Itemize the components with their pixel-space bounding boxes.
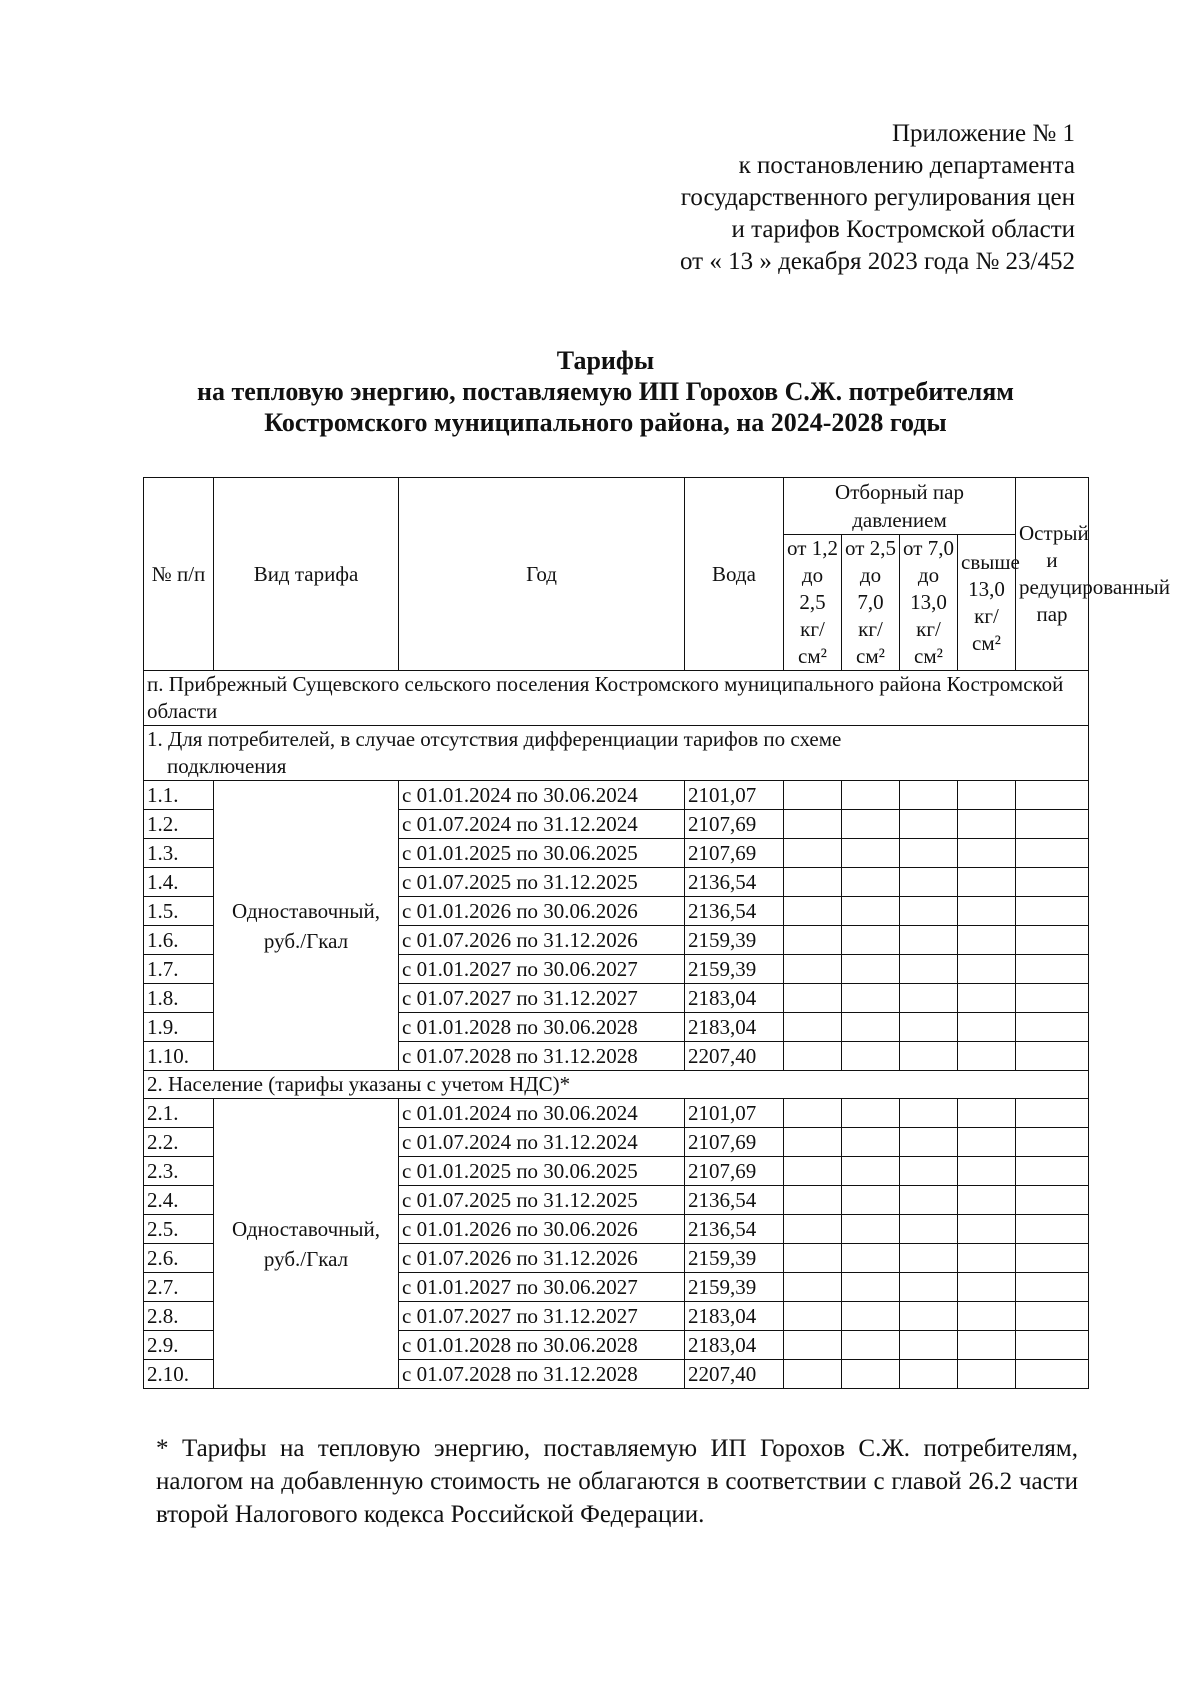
row-pressure-4-value: [958, 984, 1016, 1013]
row-sharp-steam-value: [1016, 1099, 1089, 1128]
row-water-value: 2183,04: [685, 1013, 784, 1042]
row-pressure-2-value: [842, 1042, 900, 1071]
header-pressure-3: от 7,0 до 13,0 кг/см²: [900, 535, 958, 671]
header-sharp-steam: Острый и редуцированный пар: [1016, 478, 1089, 671]
row-period: с 01.07.2026 по 31.12.2026: [399, 926, 685, 955]
row-pressure-1-value: [784, 1186, 842, 1215]
row-pressure-1-value: [784, 839, 842, 868]
row-pressure-1-value: [784, 1215, 842, 1244]
row-period: с 01.01.2027 по 30.06.2027: [399, 955, 685, 984]
row-water-value: 2159,39: [685, 1273, 784, 1302]
row-water-value: 2101,07: [685, 1099, 784, 1128]
row-number: 2.8.: [144, 1302, 214, 1331]
row-period: с 01.07.2026 по 31.12.2026: [399, 1244, 685, 1273]
row-water-value: 2101,07: [685, 781, 784, 810]
row-pressure-4-value: [958, 926, 1016, 955]
row-pressure-1-value: [784, 1157, 842, 1186]
row-pressure-3-value: [900, 810, 958, 839]
row-pressure-2-value: [842, 1302, 900, 1331]
row-pressure-3-value: [900, 839, 958, 868]
header-num: № п/п: [144, 478, 214, 671]
row-pressure-4-value: [958, 1013, 1016, 1042]
row-pressure-1-value: [784, 1244, 842, 1273]
row-number: 2.1.: [144, 1099, 214, 1128]
row-period: с 01.07.2024 по 31.12.2024: [399, 1128, 685, 1157]
row-pressure-2-value: [842, 926, 900, 955]
row-number: 2.9.: [144, 1331, 214, 1360]
row-pressure-3-value: [900, 955, 958, 984]
row-period: с 01.07.2027 по 31.12.2027: [399, 1302, 685, 1331]
row-period: с 01.01.2026 по 30.06.2026: [399, 1215, 685, 1244]
row-number: 2.5.: [144, 1215, 214, 1244]
row-water-value: 2183,04: [685, 1302, 784, 1331]
row-pressure-4-value: [958, 868, 1016, 897]
row-pressure-3-value: [900, 1244, 958, 1273]
row-water-value: 2159,39: [685, 926, 784, 955]
row-pressure-1-value: [784, 897, 842, 926]
appendix-line: Приложение № 1: [891, 120, 1075, 147]
row-period: с 01.07.2027 по 31.12.2027: [399, 984, 685, 1013]
row-sharp-steam-value: [1016, 1013, 1089, 1042]
row-number: 1.3.: [144, 839, 214, 868]
row-pressure-4-value: [958, 955, 1016, 984]
row-water-value: 2159,39: [685, 1244, 784, 1273]
row-sharp-steam-value: [1016, 1215, 1089, 1244]
row-pressure-3-value: [900, 1013, 958, 1042]
row-water-value: 2136,54: [685, 897, 784, 926]
row-pressure-2-value: [842, 1099, 900, 1128]
row-water-value: 2136,54: [685, 1215, 784, 1244]
row-number: 1.10.: [144, 1042, 214, 1071]
row-pressure-4-value: [958, 1302, 1016, 1331]
appendix-header: [680, 118, 1075, 278]
row-water-value: 2183,04: [685, 1331, 784, 1360]
row-number: 1.6.: [144, 926, 214, 955]
row-pressure-2-value: [842, 1273, 900, 1302]
row-water-value: 2159,39: [685, 955, 784, 984]
section-1-header: [144, 726, 1089, 781]
row-pressure-2-value: [842, 839, 900, 868]
header-pressure-4: свыше 13,0 кг/см²: [958, 535, 1016, 671]
row-sharp-steam-value: [1016, 781, 1089, 810]
row-pressure-4-value: [958, 897, 1016, 926]
row-pressure-2-value: [842, 1360, 900, 1389]
row-pressure-4-value: [958, 839, 1016, 868]
row-sharp-steam-value: [1016, 897, 1089, 926]
row-pressure-4-value: [958, 1128, 1016, 1157]
row-pressure-2-value: [842, 1331, 900, 1360]
row-pressure-2-value: [842, 868, 900, 897]
appendix-line: и тарифов Костромской области: [731, 216, 1075, 243]
row-sharp-steam-value: [1016, 984, 1089, 1013]
row-number: 2.4.: [144, 1186, 214, 1215]
tariff-kind: Одноставочный, руб./Гкал: [214, 1099, 399, 1389]
row-pressure-1-value: [784, 868, 842, 897]
header-year: Год: [399, 478, 685, 671]
row-pressure-2-value: [842, 1013, 900, 1042]
header-kind: Вид тарифа: [214, 478, 399, 671]
row-pressure-2-value: [842, 1215, 900, 1244]
appendix-line: от « 13 » декабря 2023 года № 23/452: [679, 248, 1075, 275]
row-pressure-1-value: [784, 984, 842, 1013]
row-pressure-4-value: [958, 1157, 1016, 1186]
row-pressure-4-value: [958, 1273, 1016, 1302]
row-sharp-steam-value: [1016, 839, 1089, 868]
section-1-line: 1. Для потребителей, в случае отсутствия дифференциации тарифов по схеме: [147, 727, 842, 751]
row-pressure-1-value: [784, 1331, 842, 1360]
row-pressure-4-value: [958, 810, 1016, 839]
row-pressure-1-value: [784, 926, 842, 955]
row-pressure-3-value: [900, 1186, 958, 1215]
row-sharp-steam-value: [1016, 926, 1089, 955]
row-pressure-1-value: [784, 1360, 842, 1389]
row-sharp-steam-value: [1016, 1244, 1089, 1273]
title-line: Костромского муниципального района, на 2024-2028 годы: [264, 408, 947, 437]
row-pressure-3-value: [900, 1215, 958, 1244]
row-number: 2.2.: [144, 1128, 214, 1157]
row-sharp-steam-value: [1016, 810, 1089, 839]
row-period: с 01.01.2028 по 30.06.2028: [399, 1331, 685, 1360]
row-water-value: 2107,69: [685, 810, 784, 839]
row-number: 1.4.: [144, 868, 214, 897]
row-pressure-4-value: [958, 1360, 1016, 1389]
row-pressure-2-value: [842, 897, 900, 926]
row-number: 1.5.: [144, 897, 214, 926]
header-pressure-2: от 2,5 до 7,0 кг/см²: [842, 535, 900, 671]
row-pressure-1-value: [784, 1273, 842, 1302]
row-pressure-1-value: [784, 1013, 842, 1042]
row-sharp-steam-value: [1016, 1302, 1089, 1331]
row-sharp-steam-value: [1016, 1360, 1089, 1389]
row-number: 2.10.: [144, 1360, 214, 1389]
row-pressure-2-value: [842, 1157, 900, 1186]
row-water-value: 2107,69: [685, 1128, 784, 1157]
row-water-value: 2183,04: [685, 984, 784, 1013]
row-number: 2.7.: [144, 1273, 214, 1302]
document-title: [143, 345, 1068, 438]
row-sharp-steam-value: [1016, 955, 1089, 984]
row-number: 1.9.: [144, 1013, 214, 1042]
row-period: с 01.01.2025 по 30.06.2025: [399, 839, 685, 868]
row-pressure-3-value: [900, 781, 958, 810]
title-line: на тепловую энергию, поставляемую ИП Горохов С.Ж. потребителям: [197, 377, 1014, 406]
row-sharp-steam-value: [1016, 1273, 1089, 1302]
row-pressure-2-value: [842, 1128, 900, 1157]
row-sharp-steam-value: [1016, 1186, 1089, 1215]
row-pressure-3-value: [900, 984, 958, 1013]
row-period: с 01.07.2024 по 31.12.2024: [399, 810, 685, 839]
row-pressure-2-value: [842, 810, 900, 839]
row-pressure-4-value: [958, 1215, 1016, 1244]
row-number: 1.8.: [144, 984, 214, 1013]
title-line: Тарифы: [556, 346, 655, 375]
row-number: 1.2.: [144, 810, 214, 839]
row-number: 2.3.: [144, 1157, 214, 1186]
row-pressure-4-value: [958, 781, 1016, 810]
row-pressure-3-value: [900, 1128, 958, 1157]
row-pressure-3-value: [900, 1273, 958, 1302]
row-sharp-steam-value: [1016, 1331, 1089, 1360]
row-number: 2.6.: [144, 1244, 214, 1273]
row-period: с 01.01.2025 по 30.06.2025: [399, 1157, 685, 1186]
row-pressure-1-value: [784, 1042, 842, 1071]
row-pressure-1-value: [784, 955, 842, 984]
row-sharp-steam-value: [1016, 868, 1089, 897]
footnote: * Тарифы на тепловую энергию, поставляемую ИП Горохов С.Ж. потребителям, налогом на добавленную стоимость не облагаются в соответствии с главой 26.2 части второй Налогового кодекса Российской Федерации.: [156, 1435, 1078, 1528]
row-period: с 01.07.2025 по 31.12.2025: [399, 1186, 685, 1215]
row-period: с 01.01.2028 по 30.06.2028: [399, 1013, 685, 1042]
row-period: с 01.01.2026 по 30.06.2026: [399, 897, 685, 926]
row-sharp-steam-value: [1016, 1128, 1089, 1157]
row-pressure-1-value: [784, 1302, 842, 1331]
section-2-header: 2. Население (тарифы указаны с учетом НДС)*: [144, 1071, 1089, 1099]
row-water-value: 2136,54: [685, 868, 784, 897]
row-period: с 01.07.2025 по 31.12.2025: [399, 868, 685, 897]
row-pressure-3-value: [900, 897, 958, 926]
tariff-table: [143, 477, 1171, 1389]
appendix-line: государственного регулирования цен: [680, 184, 1075, 211]
row-pressure-1-value: [784, 1099, 842, 1128]
row-water-value: 2107,69: [685, 1157, 784, 1186]
appendix-line: к постановлению департамента: [738, 152, 1075, 179]
row-pressure-2-value: [842, 955, 900, 984]
row-pressure-3-value: [900, 1042, 958, 1071]
row-pressure-1-value: [784, 810, 842, 839]
row-pressure-3-value: [900, 1331, 958, 1360]
row-pressure-4-value: [958, 1042, 1016, 1071]
row-pressure-4-value: [958, 1099, 1016, 1128]
row-pressure-2-value: [842, 1244, 900, 1273]
row-pressure-1-value: [784, 781, 842, 810]
row-pressure-4-value: [958, 1331, 1016, 1360]
row-pressure-3-value: [900, 1099, 958, 1128]
table-row: [144, 781, 1089, 810]
row-period: с 01.01.2027 по 30.06.2027: [399, 1273, 685, 1302]
row-pressure-1-value: [784, 1128, 842, 1157]
row-pressure-4-value: [958, 1244, 1016, 1273]
row-number: 1.7.: [144, 955, 214, 984]
row-sharp-steam-value: [1016, 1042, 1089, 1071]
row-pressure-4-value: [958, 1186, 1016, 1215]
row-pressure-2-value: [842, 781, 900, 810]
row-pressure-3-value: [900, 1302, 958, 1331]
row-pressure-3-value: [900, 1157, 958, 1186]
row-pressure-3-value: [900, 1360, 958, 1389]
row-pressure-2-value: [842, 1186, 900, 1215]
row-water-value: 2107,69: [685, 839, 784, 868]
row-pressure-3-value: [900, 926, 958, 955]
row-water-value: 2136,54: [685, 1186, 784, 1215]
row-period: с 01.07.2028 по 31.12.2028: [399, 1360, 685, 1389]
header-pressure-1: от 1,2 до 2,5 кг/см²: [784, 535, 842, 671]
row-period: с 01.07.2028 по 31.12.2028: [399, 1042, 685, 1071]
row-number: 1.1.: [144, 781, 214, 810]
section-1-line: подключения: [167, 754, 287, 778]
row-pressure-2-value: [842, 984, 900, 1013]
header-water: Вода: [685, 478, 784, 671]
location-row: п. Прибрежный Сущевского сельского поселения Костромского муниципального района Костромской области: [144, 671, 1089, 726]
header-steam-group: Отборный пар давлением: [784, 478, 1016, 535]
table-row: [144, 1099, 1089, 1128]
row-period: с 01.01.2024 по 30.06.2024: [399, 781, 685, 810]
row-pressure-3-value: [900, 868, 958, 897]
tariff-kind: Одноставочный, руб./Гкал: [214, 781, 399, 1071]
row-period: с 01.01.2024 по 30.06.2024: [399, 1099, 685, 1128]
row-sharp-steam-value: [1016, 1157, 1089, 1186]
row-water-value: 2207,40: [685, 1042, 784, 1071]
row-water-value: 2207,40: [685, 1360, 784, 1389]
